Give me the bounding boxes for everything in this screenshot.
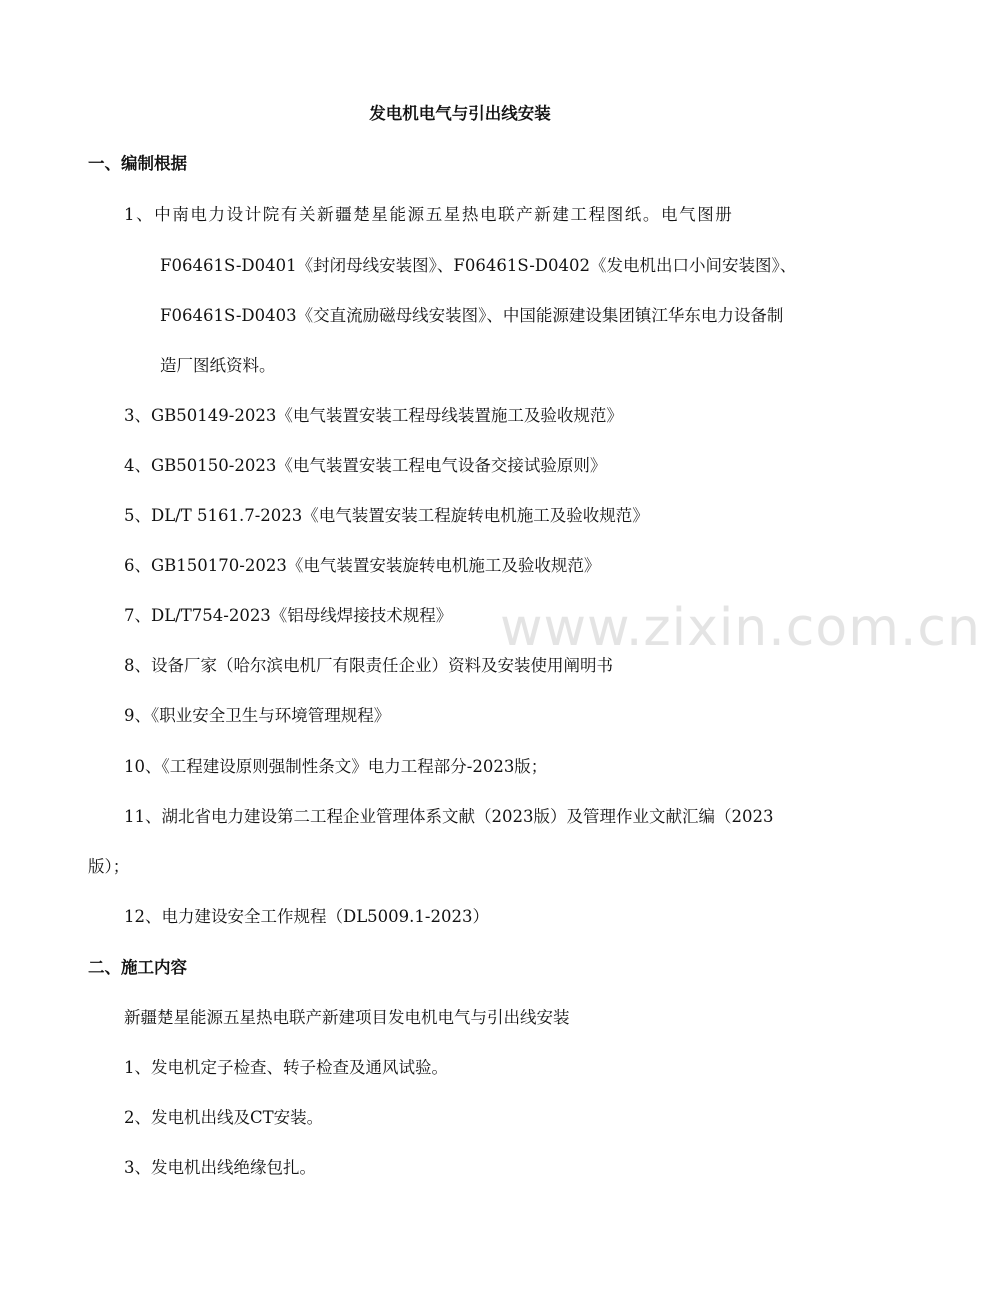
basis-item-7: 7、DL/T754-2023《铝母线焊接技术规程》 (124, 606, 453, 625)
basis-item-5: 5、DL/T 5161.7-2023《电气装置安装工程旋转电机施工及验收规范》 (124, 506, 649, 525)
section-heading-basis: 一、编制根据 (88, 154, 187, 173)
basis-item-9: 9、《职业安全卫生与环境管理规程》 (124, 706, 391, 725)
content-item-1: 1、发电机定子检查、转子检查及通风试验。 (124, 1058, 448, 1077)
content-item-3: 3、发电机出线绝缘包扎。 (124, 1158, 316, 1177)
watermark: www.zixin.com.cn (500, 598, 981, 658)
basis-item-12: 12、电力建设安全工作规程（DL5009.1-2023） (124, 907, 489, 926)
basis-item-1-line-1: 1、中南电力设计院有关新疆楚星能源五星热电联产新建工程图纸。电气图册 (124, 205, 734, 224)
basis-item-6: 6、GB150170-2023《电气装置安装旋转电机施工及验收规范》 (124, 556, 601, 575)
content-item-2: 2、发电机出线及CT安装。 (124, 1108, 324, 1127)
basis-item-1-line-2: F06461S-D0401《封闭母线安装图》、F06461S-D0402《发电机出口小间安装图》、 (160, 256, 797, 275)
basis-item-11-line-1: 11、湖北省电力建设第二工程企业管理体系文献（2023版）及管理作业文献汇编（2023 (124, 807, 774, 826)
basis-item-8: 8、设备厂家（哈尔滨电机厂有限责任企业）资料及安装使用阐明书 (124, 656, 613, 675)
basis-item-10: 10、《工程建设原则强制性条文》电力工程部分-2023版； (124, 757, 548, 776)
basis-item-11-line-2: 版）； (88, 857, 130, 876)
section-heading-content: 二、施工内容 (88, 958, 187, 977)
basis-item-1-line-3: F06461S-D0403《交直流励磁母线安装图》、中国能源建设集团镇江华东电力设备制 (160, 306, 784, 325)
document-title: 发电机电气与引出线安装 (369, 104, 551, 123)
basis-item-4: 4、GB50150-2023《电气装置安装工程电气设备交接试验原则》 (124, 456, 607, 475)
content-intro: 新疆楚星能源五星热电联产新建项目发电机电气与引出线安装 (124, 1008, 570, 1027)
basis-item-1-line-4: 造厂图纸资料。 (160, 356, 276, 375)
basis-item-3: 3、GB50149-2023《电气装置安装工程母线装置施工及验收规范》 (124, 406, 623, 425)
